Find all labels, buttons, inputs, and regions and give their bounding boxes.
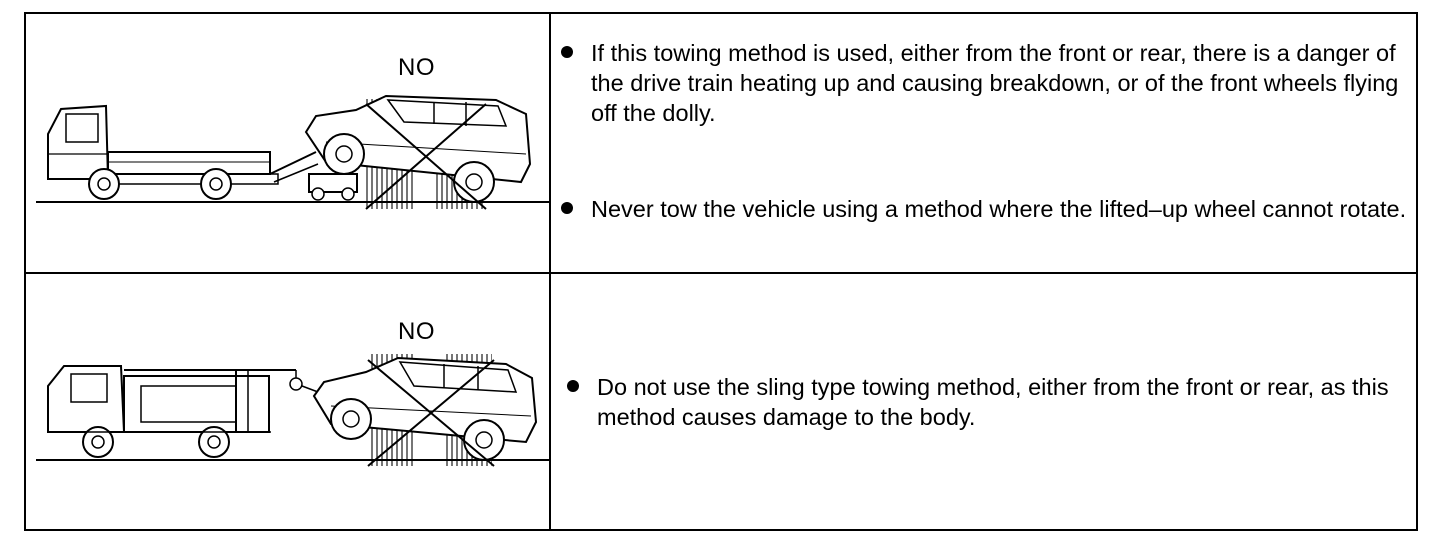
list-item [561,194,1408,224]
no-label: NO [398,54,435,81]
list-item [567,372,1408,432]
instruction-cell [551,14,1416,272]
bullet-icon [561,46,573,58]
illustration-cell [26,274,551,529]
flatbed-dolly-tow-illustration [26,14,551,272]
sling-tow-illustration [26,274,551,527]
bullet-icon [567,380,579,392]
list-item [561,38,1408,128]
bullet-icon [561,202,573,214]
table-row [26,274,1416,529]
instruction-cell [551,274,1416,529]
table-row [26,14,1416,274]
illustration-cell [26,14,551,272]
bullet-text: Do not use the sling type towing method, either from the front or rear, as this method causes damage to the body. [597,374,1389,430]
towing-table [24,12,1418,531]
bullet-text: Never tow the vehicle using a method where the lifted–up wheel cannot rotate. [591,196,1407,222]
no-label: NO [398,318,435,345]
bullet-text: If this towing method is used, either from the front or rear, there is a danger of the drive train heating up and causing breakdown, or of the front wheels flying off the dolly. [591,40,1399,126]
